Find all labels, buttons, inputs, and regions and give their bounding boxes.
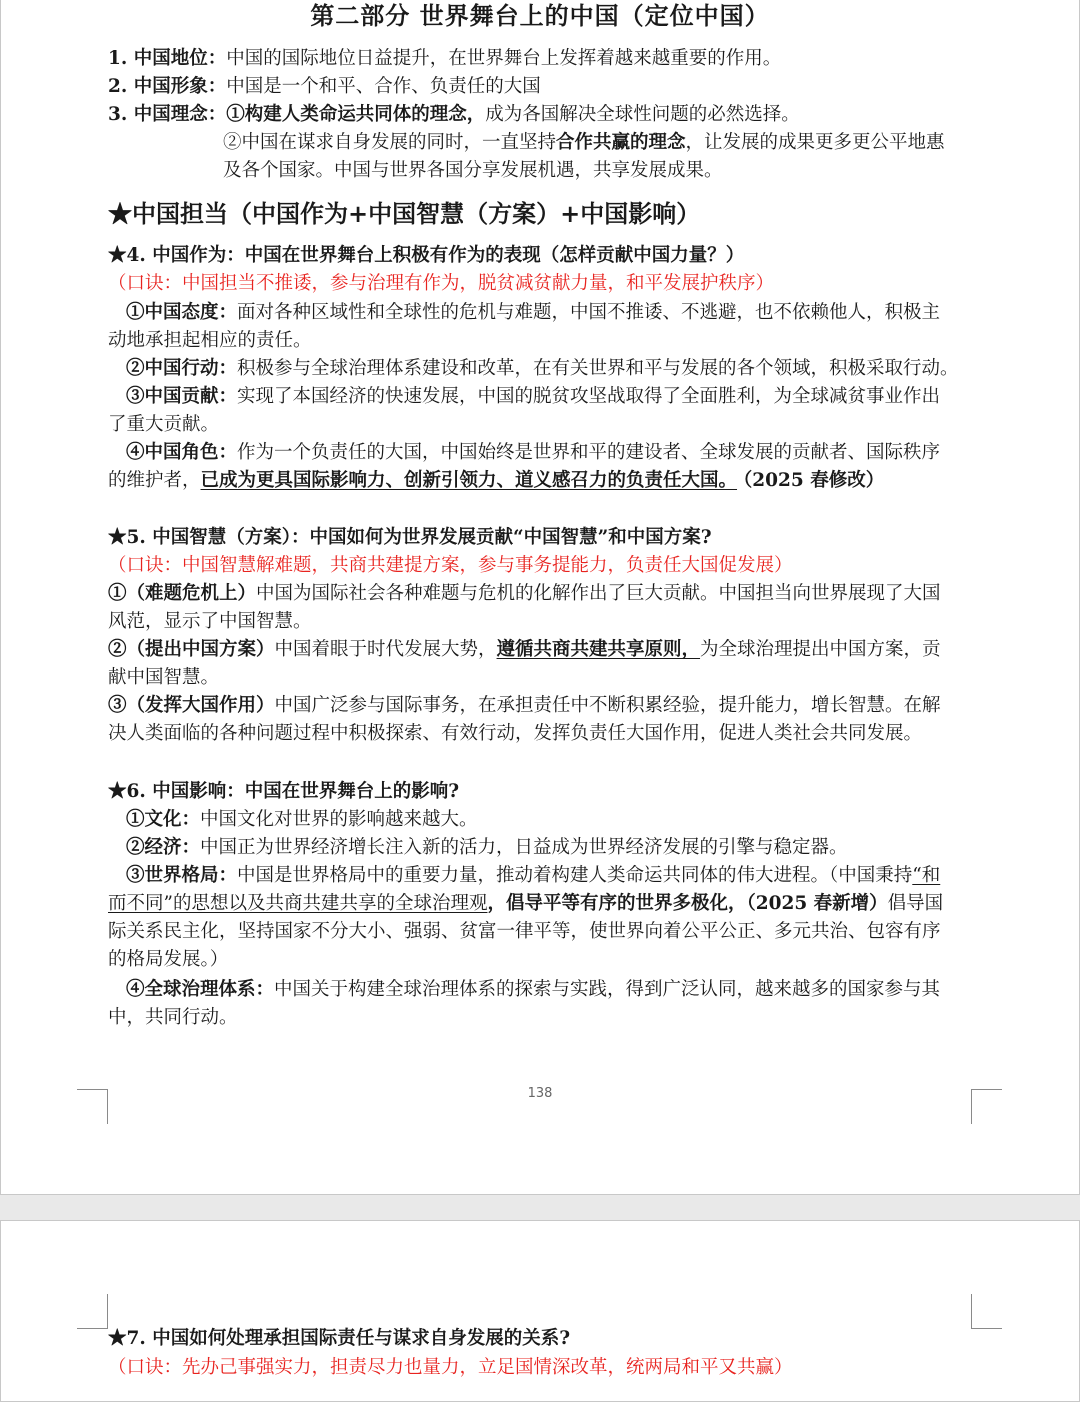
- s4-p3-label: ③中国贡献：: [126, 386, 238, 407]
- s6-p4-cont: 中，共同行动。: [108, 1007, 238, 1028]
- page-title: 第二部分 世界舞台上的中国（定位中国）: [310, 1, 770, 30]
- s6-p3: [126, 862, 940, 890]
- s4-p4: [126, 439, 940, 467]
- idea-2-line: [223, 129, 945, 157]
- intro-item-1: [108, 45, 781, 73]
- s6-p3-line2: [108, 890, 943, 918]
- s5-p2-underlined: 遵循共商共建共享原则，: [496, 639, 701, 660]
- s5-p1: [108, 580, 941, 608]
- s6-p2-label: ②经济：: [126, 837, 201, 858]
- s4-p4-label: ④中国角色：: [126, 442, 238, 463]
- idea-2-pre: ②中国在谋求自身发展的同时，一直坚持: [223, 132, 557, 153]
- s4-mnemonic: （口诀：中国担当不推诿，参与治理有作为，脱贫减贫献力量，和平发展护秩序）: [108, 273, 775, 294]
- s6-p4-text: 中国关于构建全球治理体系的探索与实践，得到广泛认同，越来越多的国家参与其: [274, 979, 941, 1000]
- s6-p2: [126, 834, 848, 862]
- intro-bold: ①构建人类命运共同体的理念，: [226, 104, 486, 125]
- s4-p3-cont: 了重大贡献。: [108, 414, 220, 435]
- s7-title: ★7. 中国如何处理承担国际责任与谋求自身发展的关系?: [108, 1328, 571, 1349]
- s4-p4-cont: [108, 467, 884, 495]
- s5-p3: [108, 692, 941, 720]
- intro-label: 2. 中国形象：: [108, 76, 227, 97]
- s4-p4-text: 作为一个负责任的大国，中国始终是世界和平的建设者、全球发展的贡献者、国际秩序: [237, 442, 941, 463]
- margin-corner-marker: [77, 1089, 108, 1124]
- idea-2-bold: 合作共赢的理念: [556, 132, 686, 153]
- intro-label: 3. 中国理念：: [108, 104, 227, 125]
- s6-title: ★6. 中国影响：中国在世界舞台上的影响?: [108, 781, 460, 802]
- intro-item-3: [108, 101, 800, 129]
- s5-mnemonic: （口诀：中国智慧解难题，共商共建提方案，参与事务提能力，负责任大国促发展）: [108, 555, 793, 576]
- s5-p3-label: ③（发挥大国作用）: [108, 695, 275, 716]
- s6-p3-bold: ，倡导平等有序的世界多极化，（2025 春新增）: [487, 893, 888, 914]
- margin-corner-marker: [971, 1294, 1002, 1329]
- s6-p1-text: 中国文化对世界的影响越来越大。: [200, 809, 478, 830]
- s5-p2: [108, 636, 941, 664]
- s6-p4: [126, 976, 940, 1004]
- s5-p1-text: 中国为国际社会各种难题与危机的化解作出了巨大贡献。中国担当向世界展现了大国: [256, 583, 941, 604]
- s4-p2-text: 积极参与全球治理体系建设和改革，在有关世界和平与发展的各个领域，积极采取行动。: [237, 358, 959, 379]
- s6-p1: [126, 806, 478, 834]
- margin-corner-marker: [77, 1294, 108, 1329]
- s5-p3-cont: 决人类面临的各种问题过程中积极探索、有效行动，发挥负责任大国作用，促进人类社会共同发展。: [108, 723, 923, 744]
- page-number: 138: [527, 1086, 553, 1101]
- s4-p2: [126, 355, 959, 383]
- s6-p3-underlined-2: 而不同”的思想以及共商共建共享的全球治理观: [108, 893, 488, 914]
- s4-p1-text: 面对各种区域性和全球性的危机与难题，中国不推诿、不逃避，也不依赖他人，积极主: [237, 302, 941, 323]
- s4-p3: [126, 383, 940, 411]
- s5-title: ★5. 中国智慧（方案）：中国如何为世界发展贡献“中国智慧”和中国方案?: [108, 527, 712, 548]
- s6-p3-label: ③世界格局：: [126, 865, 238, 886]
- s6-p3-line4: 的格局发展。）: [108, 949, 229, 970]
- s6-p3-line3: 际关系民主化，坚持国家不分大小、强弱、贫富一律平等，使世界向着公平公正、多元共治、包容有序: [108, 921, 941, 942]
- s5-p1-cont: 风范，显示了中国智慧。: [108, 611, 312, 632]
- intro-text: 成为各国解决全球性问题的必然选择。: [485, 104, 800, 125]
- s6-p1-label: ①文化：: [126, 809, 201, 830]
- s4-p3-text: 实现了本国经济的快速发展，中国的脱贫攻坚战取得了全面胜利，为全球减贫事业作出: [237, 386, 941, 407]
- s5-p2-label: ②（提出中国方案）: [108, 639, 275, 660]
- s5-p2-post: 为全球治理提出中国方案，贡: [700, 639, 941, 660]
- section-heading: ★中国担当（中国作为+中国智慧（方案）+中国影响）: [108, 199, 701, 228]
- document-page-2: [0, 1220, 1080, 1402]
- intro-item-2: [108, 73, 541, 101]
- s6-p2-text: 中国正为世界经济增长注入新的活力，日益成为世界经济发展的引擎与稳定器。: [200, 837, 848, 858]
- intro-text: 中国的国际地位日益提升，在世界舞台上发挥着越来越重要的作用。: [226, 48, 782, 69]
- s5-p2-pre: 中国着眼于时代发展大势，: [274, 639, 497, 660]
- s4-p1-label: ①中国态度：: [126, 302, 238, 323]
- s4-p1: [126, 299, 940, 327]
- s4-p4-cont-pre: 的维护者，: [108, 470, 201, 491]
- s6-p3-underlined-1: “和: [912, 865, 941, 886]
- s4-p1-cont: 动地承担起相应的责任。: [108, 330, 312, 351]
- idea-2-post: ，让发展的成果更多更公平地惠: [685, 132, 945, 153]
- intro-text: 中国是一个和平、合作、负责任的大国: [226, 76, 541, 97]
- s4-p4-note: （2025 春修改）: [743, 470, 885, 491]
- s6-p3-pre: 中国是世界格局中的重要力量，推动着构建人类命运共同体的伟大进程。（中国秉持: [237, 865, 913, 886]
- s4-p4-underlined: 已成为更具国际影响力、创新引领力、道义感召力的负责任大国。: [200, 470, 738, 491]
- intro-label: 1. 中国地位：: [108, 48, 227, 69]
- s6-p4-label: ④全球治理体系：: [126, 979, 275, 1000]
- s6-p3-post: 倡导国: [887, 893, 944, 914]
- s4-title: ★4. 中国作为：中国在世界舞台上积极有作为的表现（怎样贡献中国力量？）: [108, 245, 745, 266]
- s7-mnemonic: （口诀：先办己事强实力，担责尽力也量力，立足国情深改革，统两局和平又共赢）: [108, 1357, 793, 1378]
- s4-p2-label: ②中国行动：: [126, 358, 238, 379]
- margin-corner-marker: [971, 1089, 1002, 1124]
- s5-p2-cont: 献中国智慧。: [108, 667, 220, 688]
- s5-p3-text: 中国广泛参与国际事务，在承担责任中不断积累经验，提升能力，增长智慧。在解: [274, 695, 941, 716]
- s5-p1-label: ①（难题危机上）: [108, 583, 257, 604]
- idea-2-cont: 及各个国家。中国与世界各国分享发展机遇，共享发展成果。: [223, 160, 723, 181]
